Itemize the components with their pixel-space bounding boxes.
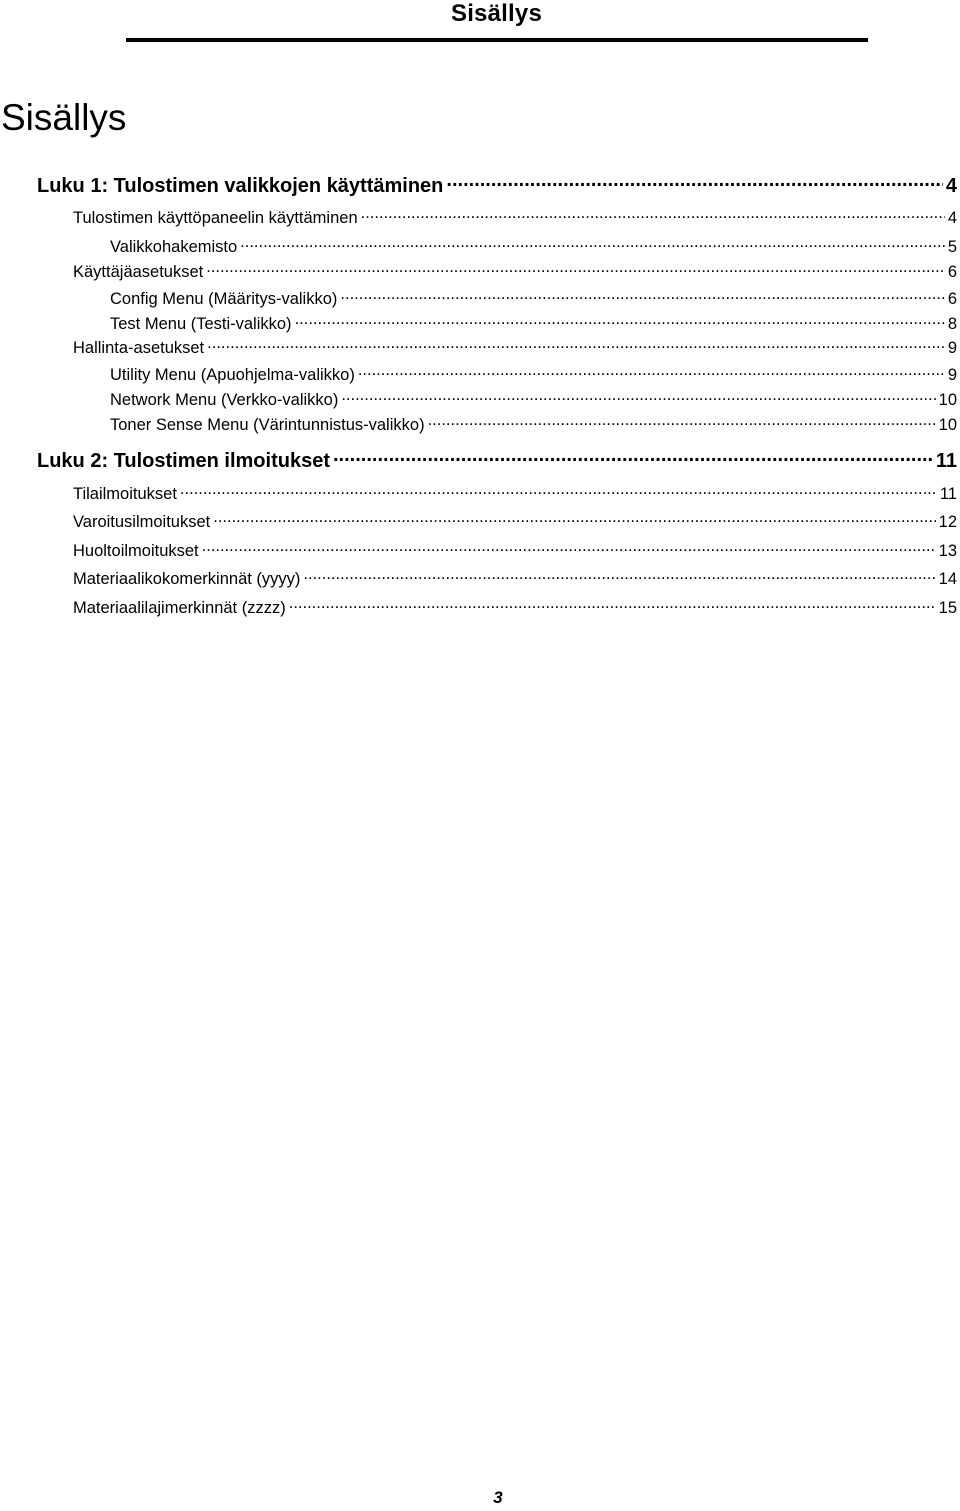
toc-entry-label: Materiaalikokomerkinnät (yyyy) — [73, 569, 301, 588]
toc-entry-label: Toner Sense Menu (Värintunnistus-valikko) — [110, 415, 425, 434]
toc-page-number: 5 — [947, 237, 957, 256]
toc-page-number: 15 — [938, 598, 957, 617]
toc-page-number: 9 — [947, 365, 957, 384]
toc-entry-huoltoilmoitukset[interactable] — [73, 539, 957, 561]
toc-leader-dots — [303, 567, 935, 584]
toc-entry-label: Test Menu (Testi-valikko) — [110, 314, 292, 333]
toc-entry-label: Käyttäjäasetukset — [73, 262, 204, 281]
toc-entry-varoitusilmoitukset[interactable] — [73, 510, 957, 532]
toc-page-number: 14 — [938, 569, 957, 588]
toc-page-number: 11 — [939, 484, 957, 503]
toc-page-number: 10 — [938, 390, 957, 409]
toc-entry-label: Tulostimen käyttöpaneelin käyttäminen — [73, 208, 358, 227]
toc-entry-label: Materiaalilajimerkinnät (zzzz) — [73, 598, 286, 617]
toc-page-number: 4 — [945, 175, 957, 197]
toc-page-number: 9 — [947, 338, 957, 357]
toc-page-number: 10 — [938, 415, 957, 434]
toc-page-number: 6 — [947, 289, 957, 308]
toc-entry-test-menu[interactable] — [110, 312, 957, 334]
toc-leader-dots — [340, 287, 944, 304]
toc-leader-dots — [240, 235, 945, 252]
toc-page-number: 8 — [947, 314, 957, 333]
toc-leader-dots — [295, 312, 945, 329]
toc-entry-label: Huoltoilmoitukset — [73, 541, 199, 560]
toc-leader-dots — [289, 596, 936, 613]
toc-chapter-2[interactable] — [37, 447, 957, 473]
toc-entry-label: Luku 1: Tulostimen valikkojen käyttäminen — [37, 175, 444, 197]
toc-leader-dots — [446, 172, 942, 192]
toc-entry-materiaalikokomerkinnat[interactable] — [73, 567, 957, 589]
toc-leader-dots — [206, 260, 945, 277]
toc-leader-dots — [202, 539, 936, 556]
toc-leader-dots — [341, 388, 935, 405]
toc-leader-dots — [213, 510, 935, 527]
toc-leader-dots — [207, 336, 945, 353]
toc-entry-label: Tilailmoitukset — [73, 484, 177, 503]
toc-entry-utility-menu[interactable] — [110, 363, 957, 385]
toc-entry-materiaalilajimerkinnat[interactable] — [73, 596, 957, 618]
toc-entry-kayttopaneeli[interactable] — [73, 206, 957, 228]
toc-entry-toner-sense-menu[interactable] — [110, 413, 957, 435]
toc-page-number: 13 — [938, 541, 957, 560]
toc-entry-label: Valikkohakemisto — [110, 237, 238, 256]
toc-leader-dots — [180, 482, 937, 499]
toc-leader-dots — [428, 413, 936, 430]
toc-entry-label: Varoitusilmoitukset — [73, 512, 211, 531]
toc-entry-valikkohakemisto[interactable] — [110, 235, 957, 257]
toc-leader-dots — [361, 206, 945, 223]
toc-leader-dots — [358, 363, 945, 380]
page-number: 3 — [493, 1488, 503, 1507]
toc-entry-tilailmoitukset[interactable] — [73, 482, 957, 504]
toc-entry-config-menu[interactable] — [110, 287, 957, 309]
toc-entry-label: Luku 2: Tulostimen ilmoitukset — [37, 450, 330, 472]
toc-page-number: 6 — [947, 262, 957, 281]
toc-chapter-1[interactable] — [37, 172, 957, 198]
toc-entry-network-menu[interactable] — [110, 388, 957, 410]
toc-entry-label: Config Menu (Määritys-valikko) — [110, 289, 338, 308]
toc-entry-label: Hallinta-asetukset — [73, 338, 205, 357]
toc-page-number: 12 — [938, 512, 957, 531]
toc-entry-hallinta-asetukset[interactable] — [73, 336, 957, 358]
page-title: Sisällys — [1, 97, 127, 138]
toc-entry-kayttajaasetukset[interactable] — [73, 260, 957, 282]
toc-page-number: 4 — [947, 208, 957, 227]
toc-entry-label: Utility Menu (Apuohjelma-valikko) — [110, 365, 355, 384]
toc-page-number: 11 — [935, 450, 957, 472]
toc-entry-label: Network Menu (Verkko-valikko) — [110, 390, 339, 409]
running-header: Sisällys — [450, 0, 542, 27]
toc-leader-dots — [333, 447, 933, 467]
